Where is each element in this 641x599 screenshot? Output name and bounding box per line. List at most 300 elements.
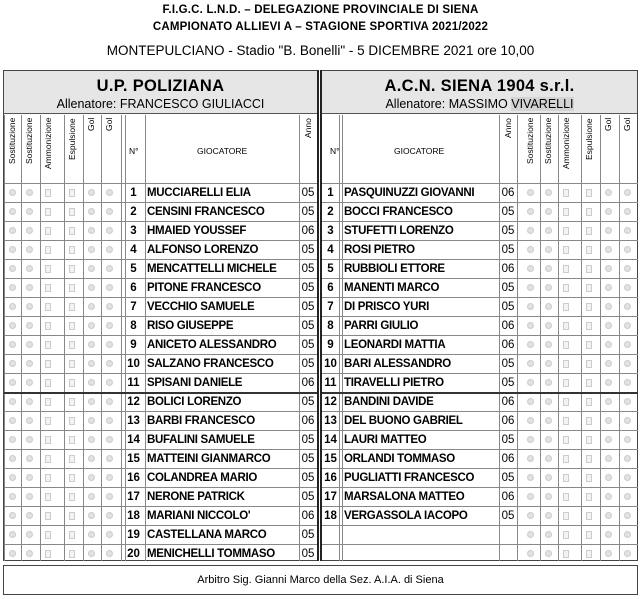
home-mark-box-icon[interactable] <box>69 284 75 292</box>
home-mark-circle-icon[interactable] <box>88 265 95 272</box>
home-mark-circle-icon[interactable] <box>26 493 33 500</box>
away-col-label-4: Gol <box>603 118 613 132</box>
home-mark-circle-icon[interactable] <box>9 455 16 462</box>
home-mark-circle-icon[interactable] <box>9 474 16 481</box>
away-player-year: 05 <box>501 282 515 294</box>
home-column-line <box>40 115 41 561</box>
home-mark-circle-icon[interactable] <box>88 455 95 462</box>
away-mark-box-icon[interactable] <box>586 493 592 501</box>
away-player-number: 15 <box>324 453 337 465</box>
away-mark-circle-icon[interactable] <box>605 550 612 557</box>
home-mark-box-icon[interactable] <box>69 531 75 539</box>
away-mark-box-icon[interactable] <box>586 303 592 311</box>
home-mark-circle-icon[interactable] <box>88 436 95 443</box>
away-player-number: 13 <box>324 415 337 427</box>
away-mark-circle-icon[interactable] <box>545 227 552 234</box>
home-mark-circle-icon[interactable] <box>106 284 113 291</box>
home-player-number: 10 <box>127 358 140 370</box>
away-team-header <box>322 71 637 114</box>
away-mark-circle-icon[interactable] <box>624 227 631 234</box>
home-mark-circle-icon[interactable] <box>88 208 95 215</box>
away-mark-circle-icon[interactable] <box>545 360 552 367</box>
home-mark-circle-icon[interactable] <box>88 417 95 424</box>
away-mark-box-icon[interactable] <box>563 417 569 425</box>
away-mark-box-icon[interactable] <box>586 208 592 216</box>
away-mark-box-icon[interactable] <box>563 379 569 387</box>
home-mark-circle-icon[interactable] <box>9 436 16 443</box>
home-mark-circle-icon[interactable] <box>9 379 16 386</box>
away-mark-box-icon[interactable] <box>563 512 569 520</box>
home-mark-circle-icon[interactable] <box>26 474 33 481</box>
home-mark-circle-icon[interactable] <box>26 550 33 557</box>
away-mark-circle-icon[interactable] <box>527 322 534 329</box>
home-mark-circle-icon[interactable] <box>88 246 95 253</box>
home-mark-circle-icon[interactable] <box>26 227 33 234</box>
away-mark-circle-icon[interactable] <box>624 322 631 329</box>
away-mark-circle-icon[interactable] <box>605 322 612 329</box>
home-mark-circle-icon[interactable] <box>26 208 33 215</box>
away-mark-circle-icon[interactable] <box>545 417 552 424</box>
home-mark-circle-icon[interactable] <box>26 417 33 424</box>
away-mark-box-icon[interactable] <box>563 208 569 216</box>
home-mark-circle-icon[interactable] <box>26 360 33 367</box>
home-row-rule <box>4 259 317 260</box>
home-mark-box-icon[interactable] <box>45 379 51 387</box>
home-mark-circle-icon[interactable] <box>106 512 113 519</box>
away-mark-circle-icon[interactable] <box>624 360 631 367</box>
home-mark-box-icon[interactable] <box>45 208 51 216</box>
home-mark-circle-icon[interactable] <box>26 246 33 253</box>
home-mark-circle-icon[interactable] <box>9 417 16 424</box>
home-column-line <box>121 115 122 561</box>
away-mark-circle-icon[interactable] <box>527 189 534 196</box>
home-mark-circle-icon[interactable] <box>88 322 95 329</box>
home-mark-circle-icon[interactable] <box>9 189 16 196</box>
home-mark-circle-icon[interactable] <box>9 341 16 348</box>
away-mark-circle-icon[interactable] <box>605 436 612 443</box>
away-mark-circle-icon[interactable] <box>624 284 631 291</box>
away-mark-box-icon[interactable] <box>586 265 592 273</box>
away-mark-circle-icon[interactable] <box>545 379 552 386</box>
away-mark-circle-icon[interactable] <box>527 474 534 481</box>
away-mark-box-icon[interactable] <box>586 379 592 387</box>
home-mark-box-icon[interactable] <box>69 360 75 368</box>
away-column-line <box>619 115 620 561</box>
away-mark-circle-icon[interactable] <box>624 189 631 196</box>
home-mark-circle-icon[interactable] <box>26 265 33 272</box>
home-mark-circle-icon[interactable] <box>26 341 33 348</box>
away-mark-box-icon[interactable] <box>586 341 592 349</box>
away-mark-circle-icon[interactable] <box>624 493 631 500</box>
home-mark-box-icon[interactable] <box>69 322 75 330</box>
home-mark-circle-icon[interactable] <box>9 303 16 310</box>
away-mark-circle-icon[interactable] <box>624 398 631 405</box>
away-row-rule <box>322 487 638 488</box>
home-mark-box-icon[interactable] <box>45 550 51 558</box>
away-mark-circle-icon[interactable] <box>605 208 612 215</box>
away-mark-box-icon[interactable] <box>563 284 569 292</box>
away-mark-circle-icon[interactable] <box>527 303 534 310</box>
away-mark-circle-icon[interactable] <box>527 417 534 424</box>
away-mark-box-icon[interactable] <box>563 341 569 349</box>
home-row-rule <box>4 544 317 545</box>
home-mark-circle-icon[interactable] <box>106 189 113 196</box>
away-mark-circle-icon[interactable] <box>527 227 534 234</box>
home-mark-box-icon[interactable] <box>69 341 75 349</box>
away-col-label-1: Sostituzione <box>543 118 553 165</box>
away-column-line <box>517 115 518 561</box>
away-mark-box-icon[interactable] <box>586 550 592 558</box>
away-mark-box-icon[interactable] <box>563 531 569 539</box>
home-mark-circle-icon[interactable] <box>106 322 113 329</box>
away-player-year: 06 <box>501 415 515 427</box>
home-mark-circle-icon[interactable] <box>88 284 95 291</box>
home-mark-circle-icon[interactable] <box>106 360 113 367</box>
home-mark-circle-icon[interactable] <box>9 265 16 272</box>
home-mark-box-icon[interactable] <box>69 493 75 501</box>
away-mark-box-icon[interactable] <box>586 512 592 520</box>
home-mark-box-icon[interactable] <box>69 455 75 463</box>
home-mark-circle-icon[interactable] <box>26 531 33 538</box>
away-mark-box-icon[interactable] <box>586 455 592 463</box>
away-mark-circle-icon[interactable] <box>527 265 534 272</box>
away-mark-box-icon[interactable] <box>586 417 592 425</box>
home-mark-circle-icon[interactable] <box>106 474 113 481</box>
away-mark-circle-icon[interactable] <box>605 493 612 500</box>
away-mark-box-icon[interactable] <box>563 455 569 463</box>
away-mark-circle-icon[interactable] <box>605 417 612 424</box>
away-mark-circle-icon[interactable] <box>527 436 534 443</box>
away-mark-box-icon[interactable] <box>563 322 569 330</box>
away-mark-circle-icon[interactable] <box>545 208 552 215</box>
away-row-rule <box>322 544 638 545</box>
home-mark-circle-icon[interactable] <box>88 341 95 348</box>
away-mark-circle-icon[interactable] <box>527 398 534 405</box>
federation-title: F.I.G.C. L.N.D. – DELEGAZIONE PROVINCIALE DI SIENA <box>162 4 479 16</box>
away-mark-box-icon[interactable] <box>563 493 569 501</box>
away-mark-circle-icon[interactable] <box>624 550 631 557</box>
home-mark-box-icon[interactable] <box>69 208 75 216</box>
home-mark-circle-icon[interactable] <box>106 227 113 234</box>
away-mark-box-icon[interactable] <box>586 398 592 406</box>
away-mark-circle-icon[interactable] <box>605 303 612 310</box>
away-mark-circle-icon[interactable] <box>624 436 631 443</box>
home-mark-box-icon[interactable] <box>45 512 51 520</box>
away-player-year: 05 <box>501 434 515 446</box>
away-mark-box-icon[interactable] <box>563 189 569 197</box>
home-mark-circle-icon[interactable] <box>26 284 33 291</box>
home-mark-circle-icon[interactable] <box>26 322 33 329</box>
away-mark-circle-icon[interactable] <box>605 512 612 519</box>
away-row-rule <box>322 468 638 469</box>
home-player-year: 05 <box>301 453 315 465</box>
away-mark-box-icon[interactable] <box>586 227 592 235</box>
home-mark-circle-icon[interactable] <box>26 512 33 519</box>
home-mark-box-icon[interactable] <box>69 417 75 425</box>
away-mark-circle-icon[interactable] <box>527 341 534 348</box>
home-mark-box-icon[interactable] <box>69 189 75 197</box>
away-mark-circle-icon[interactable] <box>545 189 552 196</box>
away-mark-circle-icon[interactable] <box>527 550 534 557</box>
home-mark-box-icon[interactable] <box>69 303 75 311</box>
away-mark-box-icon[interactable] <box>586 322 592 330</box>
away-mark-circle-icon[interactable] <box>605 360 612 367</box>
home-mark-box-icon[interactable] <box>45 398 51 406</box>
away-mark-circle-icon[interactable] <box>624 379 631 386</box>
home-mark-box-icon[interactable] <box>45 436 51 444</box>
away-row-rule <box>322 411 638 412</box>
home-mark-circle-icon[interactable] <box>88 474 95 481</box>
home-mark-circle-icon[interactable] <box>106 303 113 310</box>
home-team-header <box>4 71 317 114</box>
home-mark-circle-icon[interactable] <box>106 550 113 557</box>
home-coach-name: FRANCESCO GIULIACCI <box>119 97 265 111</box>
away-mark-box-icon[interactable] <box>563 303 569 311</box>
home-mark-box-icon[interactable] <box>69 227 75 235</box>
away-coach-first: MASSIMO <box>448 97 508 111</box>
away-mark-circle-icon[interactable] <box>545 284 552 291</box>
home-mark-box-icon[interactable] <box>45 531 51 539</box>
home-player-year: 05 <box>301 396 315 408</box>
away-mark-circle-icon[interactable] <box>527 531 534 538</box>
away-mark-box-icon[interactable] <box>586 436 592 444</box>
away-col-label-3: Espulsione <box>584 118 594 160</box>
away-row-rule <box>322 259 638 260</box>
home-player-number: 7 <box>130 301 137 313</box>
away-mark-circle-icon[interactable] <box>545 341 552 348</box>
away-mark-circle-icon[interactable] <box>624 246 631 253</box>
away-mark-box-icon[interactable] <box>586 474 592 482</box>
away-player-year: 05 <box>501 358 515 370</box>
home-mark-circle-icon[interactable] <box>88 550 95 557</box>
home-mark-circle-icon[interactable] <box>106 493 113 500</box>
home-mark-box-icon[interactable] <box>45 284 51 292</box>
away-mark-box-icon[interactable] <box>586 284 592 292</box>
away-mark-circle-icon[interactable] <box>605 455 612 462</box>
home-mark-circle-icon[interactable] <box>26 455 33 462</box>
away-mark-circle-icon[interactable] <box>605 227 612 234</box>
home-mark-circle-icon[interactable] <box>88 512 95 519</box>
away-mark-circle-icon[interactable] <box>545 455 552 462</box>
home-mark-box-icon[interactable] <box>69 398 75 406</box>
home-mark-box-icon[interactable] <box>69 265 75 273</box>
home-mark-circle-icon[interactable] <box>9 360 16 367</box>
home-player-header: GIOCATORE <box>197 146 248 156</box>
away-mark-circle-icon[interactable] <box>545 436 552 443</box>
home-mark-circle-icon[interactable] <box>88 493 95 500</box>
home-mark-box-icon[interactable] <box>45 360 51 368</box>
away-mark-circle-icon[interactable] <box>605 189 612 196</box>
home-mark-circle-icon[interactable] <box>106 246 113 253</box>
away-row-rule <box>322 278 638 279</box>
home-mark-box-icon[interactable] <box>45 303 51 311</box>
home-row-rule <box>4 316 317 317</box>
home-mark-circle-icon[interactable] <box>9 208 16 215</box>
home-mark-circle-icon[interactable] <box>106 436 113 443</box>
away-player-number: 18 <box>324 510 337 522</box>
home-mark-circle-icon[interactable] <box>9 550 16 557</box>
away-mark-circle-icon[interactable] <box>605 341 612 348</box>
away-mark-circle-icon[interactable] <box>545 398 552 405</box>
home-mark-circle-icon[interactable] <box>88 360 95 367</box>
home-player-year: 05 <box>301 472 315 484</box>
away-player-number: 7 <box>327 301 334 313</box>
away-mark-circle-icon[interactable] <box>545 493 552 500</box>
away-mark-box-icon[interactable] <box>563 227 569 235</box>
away-mark-box-icon[interactable] <box>563 246 569 254</box>
away-mark-circle-icon[interactable] <box>545 512 552 519</box>
away-mark-circle-icon[interactable] <box>545 550 552 557</box>
away-mark-box-icon[interactable] <box>563 265 569 273</box>
away-mark-circle-icon[interactable] <box>527 455 534 462</box>
away-mark-circle-icon[interactable] <box>527 493 534 500</box>
home-player-year: 05 <box>301 206 315 218</box>
away-mark-circle-icon[interactable] <box>527 512 534 519</box>
home-mark-box-icon[interactable] <box>45 493 51 501</box>
away-player-year: 05 <box>501 377 515 389</box>
home-mark-circle-icon[interactable] <box>9 227 16 234</box>
home-mark-circle-icon[interactable] <box>106 208 113 215</box>
home-row-rule <box>4 487 317 488</box>
home-mark-box-icon[interactable] <box>45 265 51 273</box>
away-col-label-0: Sostituzione <box>525 118 535 165</box>
away-mark-box-icon[interactable] <box>563 398 569 406</box>
away-mark-box-icon[interactable] <box>563 360 569 368</box>
home-row-rule <box>4 354 317 355</box>
home-mark-circle-icon[interactable] <box>88 303 95 310</box>
away-mark-circle-icon[interactable] <box>624 455 631 462</box>
away-mark-circle-icon[interactable] <box>605 531 612 538</box>
away-mark-circle-icon[interactable] <box>605 265 612 272</box>
home-mark-box-icon[interactable] <box>69 474 75 482</box>
away-mark-circle-icon[interactable] <box>527 379 534 386</box>
home-mark-circle-icon[interactable] <box>106 341 113 348</box>
away-mark-box-icon[interactable] <box>586 531 592 539</box>
away-player-number: 14 <box>324 434 337 446</box>
home-mark-circle-icon[interactable] <box>106 265 113 272</box>
home-mark-circle-icon[interactable] <box>88 398 95 405</box>
home-mark-circle-icon[interactable] <box>106 379 113 386</box>
away-mark-circle-icon[interactable] <box>605 246 612 253</box>
home-mark-circle-icon[interactable] <box>9 284 16 291</box>
away-mark-circle-icon[interactable] <box>624 265 631 272</box>
away-mark-circle-icon[interactable] <box>545 322 552 329</box>
away-mark-circle-icon[interactable] <box>624 531 631 538</box>
home-mark-circle-icon[interactable] <box>88 379 95 386</box>
away-player-number: 4 <box>327 244 334 256</box>
away-mark-circle-icon[interactable] <box>527 284 534 291</box>
away-mark-circle-icon[interactable] <box>605 474 612 481</box>
home-row-rule <box>4 468 317 469</box>
home-player-number: 17 <box>127 491 140 503</box>
home-mark-circle-icon[interactable] <box>88 189 95 196</box>
home-mark-circle-icon[interactable] <box>9 322 16 329</box>
home-row-rule <box>4 506 317 507</box>
home-mark-circle-icon[interactable] <box>106 417 113 424</box>
away-player-number: 1 <box>327 187 334 199</box>
home-mark-circle-icon[interactable] <box>26 303 33 310</box>
away-mark-box-icon[interactable] <box>563 474 569 482</box>
home-mark-circle-icon[interactable] <box>26 398 33 405</box>
home-mark-box-icon[interactable] <box>69 550 75 558</box>
away-player-number: 16 <box>324 472 337 484</box>
home-player-number: 15 <box>127 453 140 465</box>
away-mark-circle-icon[interactable] <box>545 303 552 310</box>
away-mark-circle-icon[interactable] <box>624 341 631 348</box>
home-mark-circle-icon[interactable] <box>106 531 113 538</box>
home-mark-circle-icon[interactable] <box>9 531 16 538</box>
home-mark-circle-icon[interactable] <box>9 398 16 405</box>
home-mark-circle-icon[interactable] <box>9 246 16 253</box>
home-mark-circle-icon[interactable] <box>26 189 33 196</box>
home-mark-circle-icon[interactable] <box>106 455 113 462</box>
home-mark-circle-icon[interactable] <box>88 531 95 538</box>
away-player-year: 06 <box>501 187 515 199</box>
away-mark-box-icon[interactable] <box>586 189 592 197</box>
away-mark-circle-icon[interactable] <box>624 303 631 310</box>
away-mark-box-icon[interactable] <box>586 360 592 368</box>
away-row-rule <box>322 525 638 526</box>
away-mark-circle-icon[interactable] <box>545 474 552 481</box>
home-mark-circle-icon[interactable] <box>88 227 95 234</box>
away-mark-circle-icon[interactable] <box>624 474 631 481</box>
away-mark-circle-icon[interactable] <box>545 531 552 538</box>
away-mark-circle-icon[interactable] <box>605 398 612 405</box>
away-mark-circle-icon[interactable] <box>624 512 631 519</box>
home-mark-circle-icon[interactable] <box>106 398 113 405</box>
home-mark-box-icon[interactable] <box>45 189 51 197</box>
away-mark-circle-icon[interactable] <box>527 246 534 253</box>
home-mark-box-icon[interactable] <box>45 227 51 235</box>
away-mark-circle-icon[interactable] <box>624 208 631 215</box>
home-mark-box-icon[interactable] <box>45 417 51 425</box>
home-mark-box-icon[interactable] <box>45 322 51 330</box>
away-mark-circle-icon[interactable] <box>545 265 552 272</box>
away-mark-box-icon[interactable] <box>563 436 569 444</box>
home-player-number: 16 <box>127 472 140 484</box>
away-mark-circle-icon[interactable] <box>545 246 552 253</box>
home-mark-box-icon[interactable] <box>69 512 75 520</box>
home-mark-box-icon[interactable] <box>69 246 75 254</box>
away-player-number: 17 <box>324 491 337 503</box>
away-mark-box-icon[interactable] <box>563 550 569 558</box>
home-player-number: 12 <box>127 396 140 408</box>
away-mark-circle-icon[interactable] <box>605 379 612 386</box>
home-mark-box-icon[interactable] <box>69 436 75 444</box>
home-mark-circle-icon[interactable] <box>9 512 16 519</box>
home-mark-box-icon[interactable] <box>45 455 51 463</box>
home-mark-box-icon[interactable] <box>45 246 51 254</box>
home-mark-circle-icon[interactable] <box>9 493 16 500</box>
away-mark-box-icon[interactable] <box>586 246 592 254</box>
home-player-number: 6 <box>130 282 137 294</box>
home-mark-box-icon[interactable] <box>45 474 51 482</box>
home-mark-circle-icon[interactable] <box>26 379 33 386</box>
home-team-name: U.P. POLIZIANA <box>96 77 225 95</box>
home-mark-circle-icon[interactable] <box>26 436 33 443</box>
home-coach-label: Allenatore: <box>56 97 117 111</box>
home-mark-box-icon[interactable] <box>69 379 75 387</box>
home-player-year: 05 <box>301 263 315 275</box>
home-mark-box-icon[interactable] <box>45 341 51 349</box>
away-mark-circle-icon[interactable] <box>605 284 612 291</box>
home-player-number: 18 <box>127 510 140 522</box>
away-mark-circle-icon[interactable] <box>527 208 534 215</box>
away-mark-circle-icon[interactable] <box>624 417 631 424</box>
away-mark-circle-icon[interactable] <box>527 360 534 367</box>
home-player-year: 05 <box>301 358 315 370</box>
away-column-line <box>558 115 559 561</box>
